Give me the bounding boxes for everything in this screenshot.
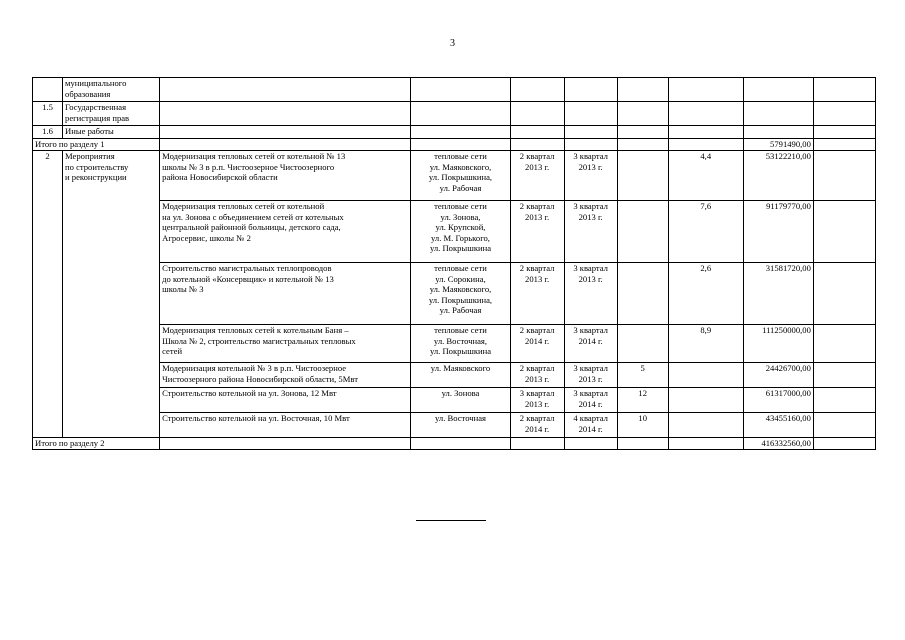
start-cell: 2 квартал 2013 г. xyxy=(510,263,564,325)
start-cell: 3 квартал 2013 г. xyxy=(510,388,564,413)
location-cell: тепловые сети ул. Восточная, ул. Покрышкина xyxy=(411,325,510,363)
location-cell: тепловые сети ул. Маяковского, ул. Покрышкина, ул. Рабочая xyxy=(411,151,510,201)
table-row xyxy=(33,201,876,263)
end-cell: 3 квартал 2014 г. xyxy=(564,325,617,363)
table-row xyxy=(33,263,876,325)
end-cell: 3 квартал 2014 г. xyxy=(564,388,617,413)
table-row xyxy=(33,363,876,388)
cost-cell: 53122210,00 xyxy=(743,151,813,201)
power-cell xyxy=(617,325,668,363)
power-cell xyxy=(617,151,668,201)
length-cell: 8,9 xyxy=(668,325,743,363)
table-row xyxy=(33,325,876,363)
table-row xyxy=(33,126,876,139)
start-cell: 2 квартал 2013 г. xyxy=(510,363,564,388)
start-cell: 2 квартал 2014 г. xyxy=(510,413,564,438)
start-cell: 2 квартал 2014 г. xyxy=(510,325,564,363)
length-cell: 2,6 xyxy=(668,263,743,325)
subtotal-value: 416332560,00 xyxy=(743,438,813,450)
end-cell: 3 квартал 2013 г. xyxy=(564,363,617,388)
location-cell: ул. Маяковского xyxy=(411,363,510,388)
subtotal-label: Итого по разделу 2 xyxy=(33,438,160,450)
description-cell: Модернизация тепловых сетей от котельной № 13 школы № 3 в р.п. Чистоозерное Чистоозерного района Новосибирской области xyxy=(160,151,411,201)
cost-cell: 43455160,00 xyxy=(743,413,813,438)
power-cell xyxy=(617,201,668,263)
row-number-cell: 1.6 xyxy=(33,126,63,139)
location-cell: ул. Восточная xyxy=(411,413,510,438)
end-cell: 3 квартал 2013 г. xyxy=(564,201,617,263)
description-cell: Модернизация тепловых сетей от котельной на ул. Зонова с объединением сетей от котельных центральной районной больницы, детского сада, Агросервис, школы № 2 xyxy=(160,201,411,263)
description-cell: Строительство котельной на ул. Восточная, 10 Мвт xyxy=(160,413,411,438)
table-row xyxy=(33,413,876,438)
description-cell: Модернизация котельной № 3 в р.п. Чистоозерное Чистоозерного района Новосибирской области, 5Мвт xyxy=(160,363,411,388)
length-cell xyxy=(668,413,743,438)
cost-cell: 24426700,00 xyxy=(743,363,813,388)
row-number-cell: 1.5 xyxy=(33,102,63,126)
description-cell: Модернизация тепловых сетей к котельным Баня – Школа № 2, строительство магистральных тепловых сетей xyxy=(160,325,411,363)
activity-name-cell: Иные работы xyxy=(63,126,160,139)
row-number-cell: 2 xyxy=(33,151,63,438)
description-cell: Строительство магистральных теплопроводов до котельной «Консервщик» и котельной № 13 школы № 3 xyxy=(160,263,411,325)
table-row xyxy=(33,78,876,102)
cost-cell: 61317000,00 xyxy=(743,388,813,413)
location-cell: тепловые сети ул. Сорокина, ул. Маяковского, ул. Покрышкина, ул. Рабочая xyxy=(411,263,510,325)
cost-cell: 91179770,00 xyxy=(743,201,813,263)
cost-cell: 111250000,00 xyxy=(743,325,813,363)
activity-name-cell: Мероприятия по строительству и реконструкции xyxy=(63,151,160,438)
description-cell: Строительство котельной на ул. Зонова, 12 Мвт xyxy=(160,388,411,413)
footer-divider xyxy=(416,520,486,521)
activity-name-cell: муниципального образования xyxy=(63,78,160,102)
start-cell: 2 квартал 2013 г. xyxy=(510,201,564,263)
length-cell: 4,4 xyxy=(668,151,743,201)
power-cell xyxy=(617,263,668,325)
row-number-cell xyxy=(33,78,63,102)
end-cell: 4 квартал 2014 г. xyxy=(564,413,617,438)
length-cell xyxy=(668,363,743,388)
start-cell: 2 квартал 2013 г. xyxy=(510,151,564,201)
subtotal-row xyxy=(33,438,876,450)
length-cell xyxy=(668,388,743,413)
activity-name-cell: Государственная регистрация прав xyxy=(63,102,160,126)
table-row xyxy=(33,388,876,413)
end-cell: 3 квартал 2013 г. xyxy=(564,263,617,325)
subtotal-value: 5791490,00 xyxy=(743,139,813,151)
cost-cell: 31581720,00 xyxy=(743,263,813,325)
end-cell: 3 квартал 2013 г. xyxy=(564,151,617,201)
length-cell: 7,6 xyxy=(668,201,743,263)
table-row xyxy=(33,151,876,201)
power-cell: 10 xyxy=(617,413,668,438)
subtotal-label: Итого по разделу 1 xyxy=(33,139,160,151)
subtotal-row xyxy=(33,139,876,151)
page-number: 3 xyxy=(450,38,455,49)
location-cell: тепловые сети ул. Зонова, ул. Крупской, ул. М. Горького, ул. Покрышкина xyxy=(411,201,510,263)
power-cell: 12 xyxy=(617,388,668,413)
power-cell: 5 xyxy=(617,363,668,388)
location-cell: ул. Зонова xyxy=(411,388,510,413)
program-table xyxy=(32,77,876,450)
table-row xyxy=(33,102,876,126)
